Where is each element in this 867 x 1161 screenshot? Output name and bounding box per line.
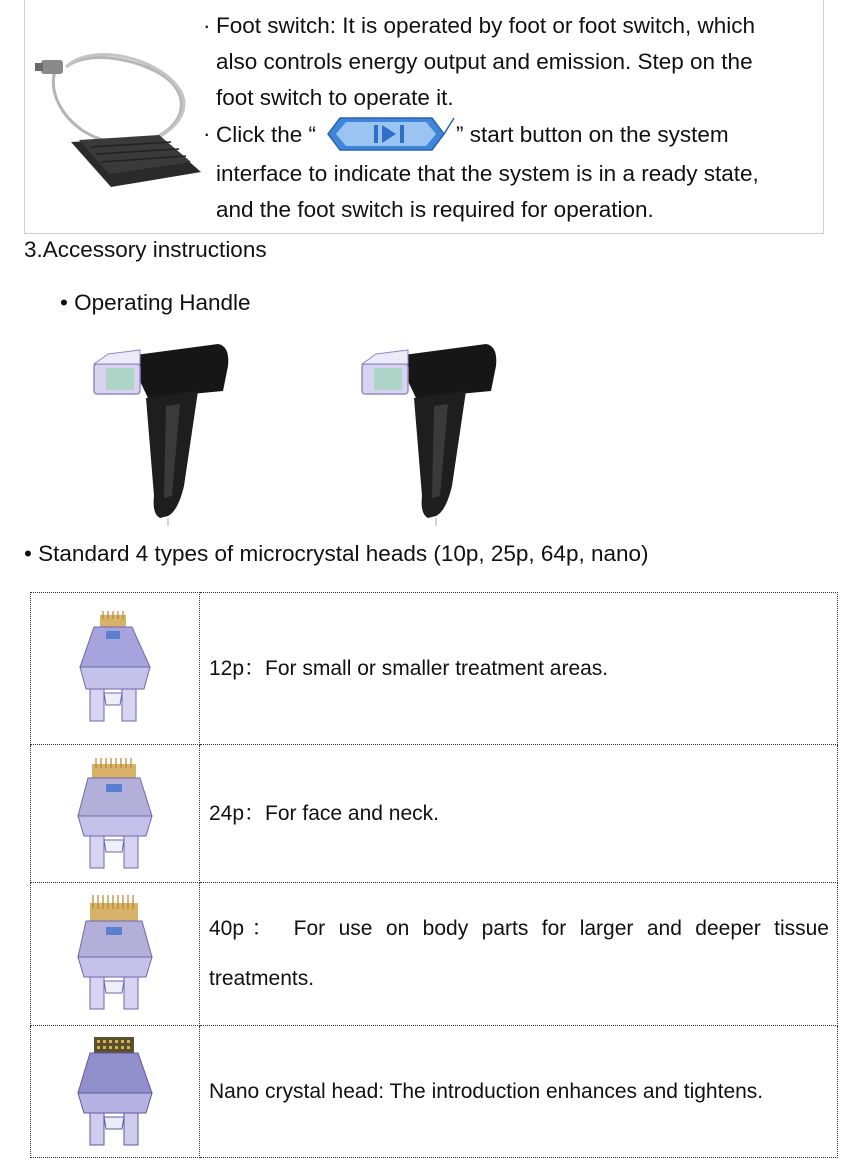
head-description-line: treatments. <box>209 967 315 990</box>
start-button[interactable] <box>316 114 456 154</box>
label: Operating Handle <box>74 290 251 315</box>
head-image-cell <box>31 745 200 883</box>
text: ” start button on the system <box>456 121 729 147</box>
microcrystal-heads-heading <box>24 541 649 567</box>
bullet: • <box>60 290 68 315</box>
head-12p-image <box>70 609 160 729</box>
bullet-dot: · <box>203 13 211 38</box>
text: Click the “ <box>216 121 317 147</box>
operating-handle-heading <box>60 290 251 316</box>
foot-switch-line: and the foot switch is required for operation. <box>216 197 654 222</box>
foot-switch-line: foot switch to operate it. <box>216 85 454 110</box>
foot-switch-box <box>24 0 824 234</box>
head-image-cell <box>31 1026 200 1158</box>
head-nano-image <box>70 1033 160 1151</box>
table-row <box>31 745 838 883</box>
head-24p-image <box>70 754 160 874</box>
bullet-dot: · <box>203 121 211 146</box>
table-row <box>31 1026 838 1158</box>
head-40p-image <box>70 893 160 1015</box>
microcrystal-heads-table <box>30 592 838 1158</box>
head-description <box>200 883 838 1026</box>
section-title: 3.Accessory instructions <box>24 237 267 262</box>
foot-switch-line: interface to indicate that the system is in a ready state, <box>216 161 759 186</box>
text: Foot switch: It is operated by foot or foot switch, which <box>216 13 755 38</box>
bullet: • <box>24 541 32 566</box>
operating-handle-image <box>88 336 238 526</box>
head-description: Nano crystal head: The introduction enhances and tightens. <box>200 1026 838 1158</box>
foot-switch-image <box>31 22 201 192</box>
table-row <box>31 883 838 1026</box>
play-pause-icon <box>316 114 456 154</box>
operating-handle-image <box>356 336 506 526</box>
start-instruction-line <box>203 116 823 156</box>
head-image-cell <box>31 593 200 745</box>
foot-switch-text <box>203 8 823 228</box>
table-row <box>31 593 838 745</box>
foot-switch-line: also controls energy output and emission. Step on the <box>216 49 753 74</box>
label: Standard 4 types of microcrystal heads (10p, 25p, 64p, nano) <box>38 541 649 566</box>
head-description: 24p：For face and neck. <box>200 745 838 883</box>
head-image-cell <box>31 883 200 1026</box>
head-description: 12p：For small or smaller treatment areas. <box>200 593 838 745</box>
head-description-line: 40p： For use on body parts for larger and deeper tissue <box>209 917 829 940</box>
foot-switch-line <box>203 8 823 44</box>
